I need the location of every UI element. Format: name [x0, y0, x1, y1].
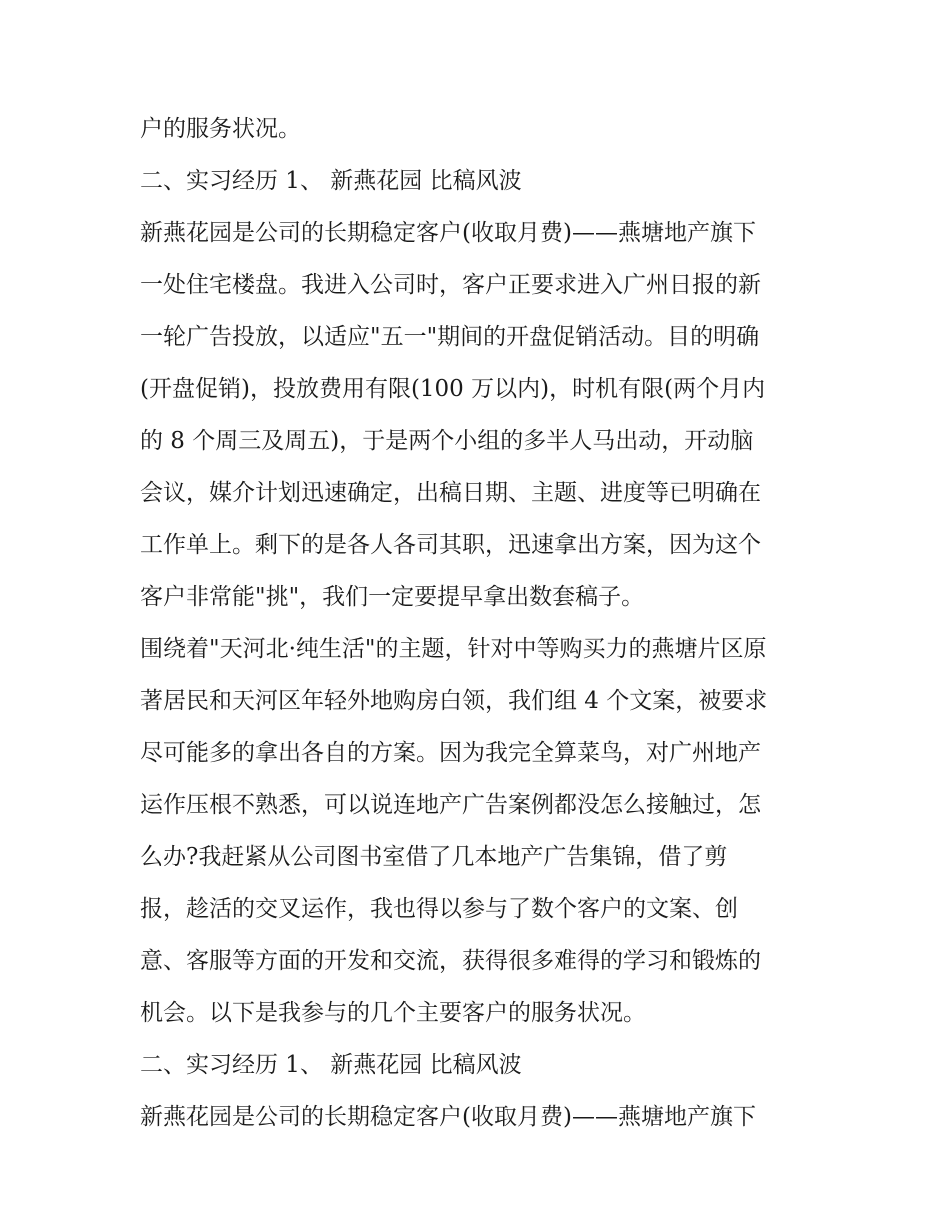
section-heading: 二、实习经历 1、 新燕花园 比稿风波 — [140, 1052, 522, 1078]
text-line: 新燕花园是公司的长期稳定客户(收取月费)——燕塘地产旗下 — [140, 220, 756, 246]
text-line: 报，趁活的交叉运作，我也得以参与了数个客户的文案、创 — [140, 896, 738, 922]
text-line: 的 8 个周三及周五)，于是两个小组的多半人马出动，开动脑 — [140, 428, 754, 454]
text-line: 么办?我赶紧从公司图书室借了几本地产广告集锦，借了剪 — [140, 844, 728, 870]
text-line: 一轮广告投放，以适应"五一"期间的开盘促销活动。目的明确 — [140, 324, 760, 350]
text-line: 意、客服等方面的开发和交流，获得很多难得的学习和锻炼的 — [140, 948, 761, 974]
text-line: 户的服务状况。 — [140, 116, 301, 142]
text-line: 工作单上。剩下的是各人各司其职，迅速拿出方案，因为这个 — [140, 532, 761, 558]
text-line: 客户非常能"挑"，我们一定要提早拿出数套稿子。 — [140, 584, 645, 610]
text-line: 新燕花园是公司的长期稳定客户(收取月费)——燕塘地产旗下 — [140, 1104, 756, 1130]
text-line: 一处住宅楼盘。我进入公司时，客户正要求进入广州日报的新 — [140, 272, 761, 298]
text-line: (开盘促销)，投放费用有限(100 万以内)，时机有限(两个月内 — [140, 376, 766, 402]
text-line: 运作压根不熟悉，可以说连地产广告案例都没怎么接触过，怎 — [140, 792, 761, 818]
text-line: 机会。以下是我参与的几个主要客户的服务状况。 — [140, 1000, 646, 1026]
text-line: 著居民和天河区年轻外地购房白领，我们组 4 个文案，被要求 — [140, 688, 768, 714]
text-line: 围绕着"天河北·纯生活"的主题，针对中等购买力的燕塘片区原 — [140, 636, 767, 662]
text-line: 尽可能多的拿出各自的方案。因为我完全算菜鸟，对广州地产 — [140, 740, 761, 766]
body-text — [140, 103, 820, 1143]
section-heading: 二、实习经历 1、 新燕花园 比稿风波 — [140, 168, 522, 194]
text-line: 会议，媒介计划迅速确定，出稿日期、主题、进度等已明确在 — [140, 480, 761, 506]
